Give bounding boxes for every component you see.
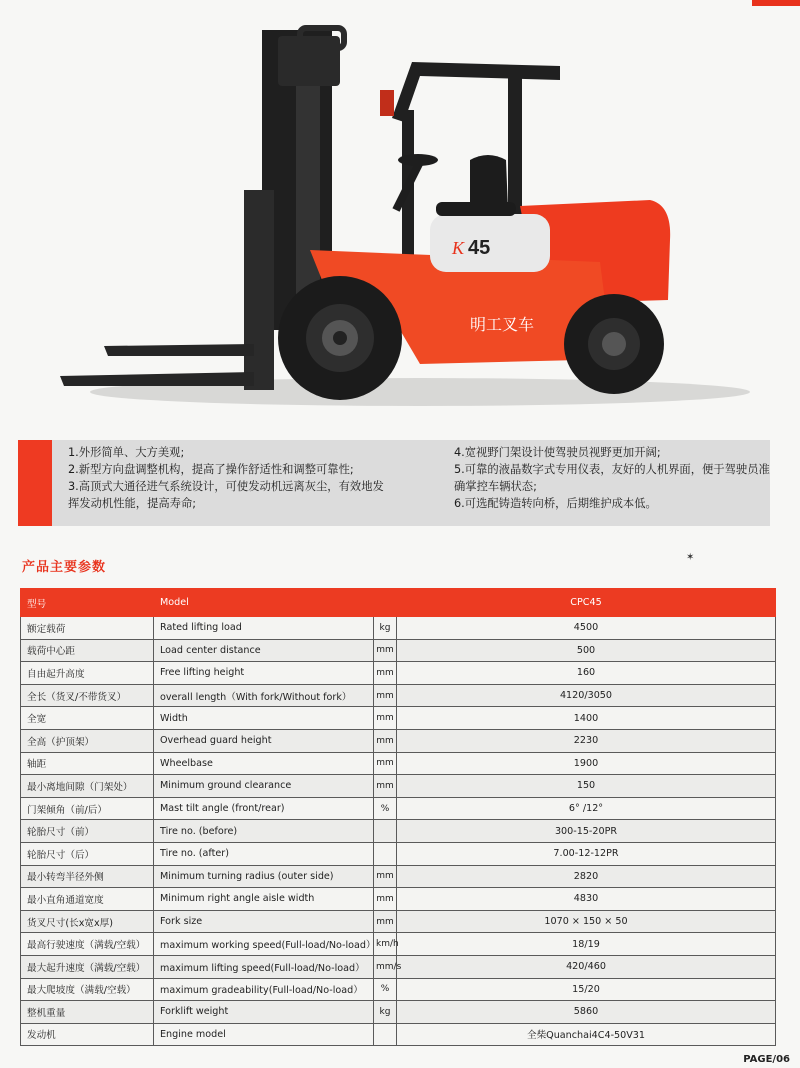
spec-cell-unit: mm/s (374, 955, 397, 978)
spec-cell-cn: 额定载荷 (21, 617, 154, 640)
spec-cell-en: Minimum ground clearance (154, 775, 374, 798)
spec-row (21, 662, 776, 685)
spec-row (21, 775, 776, 798)
spec-cell-en: Tire no. (after) (154, 842, 374, 865)
spec-cell-cn: 轴距 (21, 752, 154, 775)
spec-table (20, 588, 776, 1046)
spec-cell-en: Mast tilt angle (front/rear) (154, 797, 374, 820)
spec-cell-unit: mm (374, 865, 397, 888)
spec-cell-en: Tire no. (before) (154, 820, 374, 843)
spec-cell-unit: % (374, 978, 397, 1001)
spec-cell-en: Engine model (154, 1023, 374, 1046)
spec-row (21, 752, 776, 775)
spec-header-en: Model (154, 589, 374, 617)
feature-line: 确掌控车辆状态; (454, 480, 537, 493)
spec-cell-unit: % (374, 797, 397, 820)
spec-cell-value: 4120/3050 (397, 684, 776, 707)
spec-cell-cn: 轮胎尺寸（后） (21, 842, 154, 865)
spec-cell-en: Minimum turning radius (outer side) (154, 865, 374, 888)
spec-row (21, 639, 776, 662)
spec-cell-cn: 全高（护顶架） (21, 729, 154, 752)
spec-cell-unit (374, 1023, 397, 1046)
spec-cell-unit: mm (374, 729, 397, 752)
spec-cell-value: 1400 (397, 707, 776, 730)
feature-band (18, 440, 770, 526)
spec-cell-en: maximum gradeability(Full-load/No-load） (154, 978, 374, 1001)
spec-cell-unit: mm (374, 910, 397, 933)
spec-row (21, 955, 776, 978)
spec-cell-unit: mm (374, 752, 397, 775)
spec-cell-cn: 最小离地间隙（门架处） (21, 775, 154, 798)
spec-row (21, 1023, 776, 1046)
spec-cell-cn: 自由起升高度 (21, 662, 154, 685)
spec-cell-value: 6° /12° (397, 797, 776, 820)
brand-mark: K (452, 238, 465, 258)
spec-cell-value: 15/20 (397, 978, 776, 1001)
spec-cell-cn: 最大起升速度（满载/空载） (21, 955, 154, 978)
spec-header-value: CPC45 (397, 589, 776, 617)
spec-cell-en: Overhead guard height (154, 729, 374, 752)
spec-cell-value: 4500 (397, 617, 776, 640)
spec-cell-value: 1900 (397, 752, 776, 775)
feature-list-right (454, 444, 772, 512)
spec-row (21, 910, 776, 933)
spec-cell-value: 7.00-12-12PR (397, 842, 776, 865)
spec-cell-en: Width (154, 707, 374, 730)
spec-row (21, 978, 776, 1001)
spec-row (21, 684, 776, 707)
spec-cell-value: 150 (397, 775, 776, 798)
feature-list-left (68, 444, 398, 512)
spec-cell-cn: 最小转弯半径外侧 (21, 865, 154, 888)
feature-line: 6.可选配铸造转向桥，后期维护成本低。 (454, 497, 657, 510)
spec-cell-value: 5860 (397, 1001, 776, 1024)
spec-cell-en: overall length（With fork/Without fork） (154, 684, 374, 707)
spec-cell-en: Minimum right angle aisle width (154, 888, 374, 911)
spec-cell-unit: mm (374, 775, 397, 798)
spec-row (21, 729, 776, 752)
spec-cell-unit: mm (374, 684, 397, 707)
spec-cell-cn: 发动机 (21, 1023, 154, 1046)
spec-cell-unit (374, 820, 397, 843)
feature-line: 3.高顶式大通径进气系统设计，可使发动机远离灰尘，有效地发 (68, 480, 384, 493)
spec-cell-value: 420/460 (397, 955, 776, 978)
spec-cell-cn: 轮胎尺寸（前） (21, 820, 154, 843)
spec-cell-en: Fork size (154, 910, 374, 933)
feature-accent-block (18, 440, 52, 526)
feature-line: 1.外形简单、大方美观; (68, 446, 185, 459)
spec-cell-unit: km/h (374, 933, 397, 956)
spec-cell-cn: 最高行驶速度（满载/空载） (21, 933, 154, 956)
feature-line: 4.宽视野门架设计使驾驶员视野更加开阔; (454, 446, 661, 459)
spec-cell-cn: 货叉尺寸(长x宽x厚) (21, 910, 154, 933)
spec-cell-value: 160 (397, 662, 776, 685)
page-number: PAGE/06 (743, 1054, 790, 1065)
spec-cell-cn: 全宽 (21, 707, 154, 730)
spec-cell-value: 1070 × 150 × 50 (397, 910, 776, 933)
spec-row (21, 617, 776, 640)
spec-cell-cn: 整机重量 (21, 1001, 154, 1024)
spec-header-row (21, 589, 776, 617)
spec-cell-en: maximum lifting speed(Full-load/No-load） (154, 955, 374, 978)
speck-mark: ✶ (686, 552, 695, 563)
spec-row (21, 820, 776, 843)
spec-cell-cn: 门架倾角（前/后） (21, 797, 154, 820)
feature-line: 挥发动机性能，提高寿命; (68, 497, 197, 510)
spec-cell-unit: kg (374, 1001, 397, 1024)
spec-cell-cn: 最大爬坡度（满载/空载） (21, 978, 154, 1001)
spec-cell-en: Load center distance (154, 639, 374, 662)
spec-cell-unit: mm (374, 888, 397, 911)
spec-row (21, 842, 776, 865)
spec-row (21, 888, 776, 911)
spec-cell-cn: 全长（货叉/不带货叉） (21, 684, 154, 707)
spec-cell-en: maximum working speed(Full-load/No-load） (154, 933, 374, 956)
spec-cell-value: 全柴Quanchai4C4-50V31 (397, 1023, 776, 1046)
spec-header-unit (374, 589, 397, 617)
spec-cell-unit: kg (374, 617, 397, 640)
spec-row (21, 865, 776, 888)
feature-line: 2.新型方向盘调整机构，提高了操作舒适性和调整可靠性; (68, 463, 354, 476)
forklift-illustration (0, 0, 800, 420)
spec-cell-value: 4830 (397, 888, 776, 911)
spec-cell-value: 300-15-20PR (397, 820, 776, 843)
feature-line: 5.可靠的液晶数字式专用仪表，友好的人机界面，便于驾驶员准 (454, 463, 770, 476)
spec-cell-value: 2820 (397, 865, 776, 888)
spec-cell-cn: 最小直角通道宽度 (21, 888, 154, 911)
spec-cell-unit: mm (374, 639, 397, 662)
model-badge: 45 (468, 237, 491, 259)
spec-row (21, 933, 776, 956)
section-title: 产品主要参数 (22, 560, 107, 575)
spec-cell-en: Wheelbase (154, 752, 374, 775)
spec-header-cn: 型号 (21, 589, 154, 617)
spec-cell-en: Forklift weight (154, 1001, 374, 1024)
spec-row (21, 707, 776, 730)
brand-text: 明工叉车 (470, 315, 535, 334)
spec-cell-en: Rated lifting load (154, 617, 374, 640)
spec-row (21, 1001, 776, 1024)
spec-cell-cn: 载荷中心距 (21, 639, 154, 662)
spec-cell-unit (374, 842, 397, 865)
spec-cell-en: Free lifting height (154, 662, 374, 685)
spec-cell-unit: mm (374, 707, 397, 730)
spec-cell-value: 2230 (397, 729, 776, 752)
spec-cell-unit: mm (374, 662, 397, 685)
spec-cell-value: 18/19 (397, 933, 776, 956)
spec-cell-value: 500 (397, 639, 776, 662)
spec-row (21, 797, 776, 820)
